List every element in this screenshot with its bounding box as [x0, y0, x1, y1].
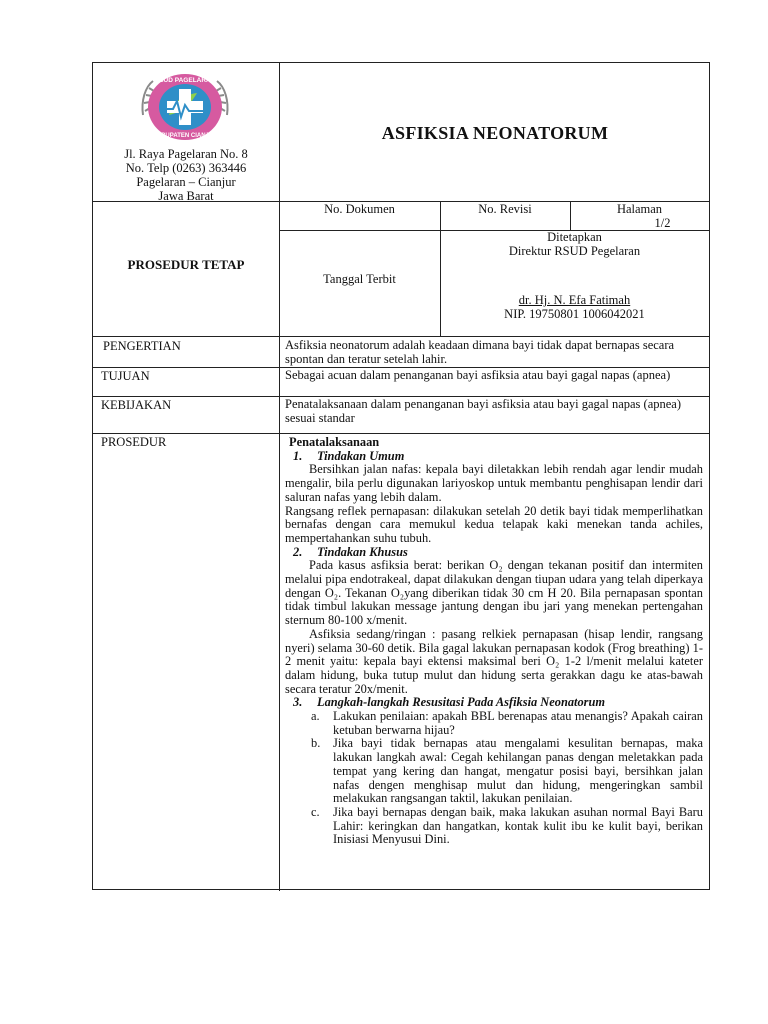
hospital-address: [93, 147, 279, 203]
section-heading: [285, 450, 703, 464]
section-number: 1.: [293, 448, 303, 463]
document-title: ASFIKSIA NEONATORUM: [381, 123, 609, 143]
list-marker: c.: [311, 804, 320, 819]
row-divider: [93, 336, 709, 337]
list-item: [311, 737, 703, 806]
list-marker: b.: [311, 736, 321, 751]
tanggal-terbit-label: Tanggal Terbit: [323, 272, 396, 286]
section-number: 2.: [293, 544, 303, 559]
list-text: Jika bayi bernapas dengan baik, maka lakukan asuhan normal Bayi Baru Lahir: keringkan dan hangatkan, kontak kulit ibu ke kulit bayi, berikan Inisiasi Menyusui Dini.: [333, 804, 703, 847]
list-text: Lakukan penilaian: apakah BBL berenapas atau menangis? Apakah cairan ketuban berwarna hijau?: [333, 709, 703, 737]
prosedur-label: PROSEDUR: [101, 435, 167, 449]
approval-block: [440, 231, 709, 321]
list-text: Jika bayi tidak bernapas atau mengalami kesulitan bernapas, maka lakukan langkah awal: Cegah kehilangan panas dengan meletakkan pada tempat yang kering dan hangat, mengatur posisi bayi, bersihkan jalan nafas dengen menghisap mulut dan hidung, mengeringkan sambil melakukan rangsangan taktil, lakukan penilaian.: [333, 736, 703, 806]
svg-text:KABUPATEN CIANJUR: KABUPATEN CIANJUR: [152, 133, 218, 139]
halaman-label: Halaman: [616, 202, 663, 216]
section-title: Tindakan Umum: [317, 448, 405, 463]
prosedur-content: [285, 436, 703, 847]
section-title: Tindakan Khusus: [317, 544, 408, 559]
halaman-cell: [570, 203, 709, 230]
column-divider: [279, 63, 280, 891]
tujuan-text: Sebagai acuan dalam penanganan bayi asfiksia atau bayi gagal napas (apnea): [285, 368, 671, 382]
row-divider: [93, 433, 709, 434]
prosedur-heading: Penatalaksanaan: [289, 435, 380, 449]
svg-text:RSUD PAGELARAN: RSUD PAGELARAN: [154, 77, 216, 84]
list-marker: a.: [311, 709, 320, 724]
tujuan-label: TUJUAN: [101, 369, 150, 383]
pengertian-text: Asfiksia neonatorum adalah keadaan dimana bayi tidak dapat bernapas secara spontan dan teratur setelah lahir.: [285, 338, 675, 366]
address-line: Jl. Raya Pagelaran No. 8: [124, 147, 248, 161]
kebijakan-text: Penatalaksanaan dalam penanganan bayi asfiksia atau bayi gagal napas (apnea) sesuai standar: [285, 397, 682, 425]
hospital-logo: [139, 71, 231, 143]
address-line: Pagelaran – Cianjur: [136, 175, 236, 189]
sop-document: [92, 62, 710, 890]
paragraph: Bersihkan jalan nafas: kepala bayi diletakkan lebih rendah agar lendir mudah mengalir, bila perlu digunakan lariyoskop untuk membantu penghisapan lendir dari saluran nafas yang lebih dalam.: [285, 462, 703, 504]
pengertian-label: PENGERTIAN: [103, 339, 181, 353]
direktur-text: Direktur RSUD Pegelaran: [508, 243, 641, 258]
paragraph: Rangsang reflek pernapasan: dilakukan setelah 20 detik bayi tidak memperlihatkan bernafas dengan cara memukul kedua telapak kaki menekan tanda achiles, mempertahankan suhu tubuh.: [285, 503, 703, 545]
signatory-nip: NIP. 19750801 1006042021: [504, 306, 645, 321]
signatory-name: dr. Hj. N. Efa Fatimah: [518, 293, 631, 307]
paragraph: Asfiksia sedang/ringan : pasang relkiek pernapasan (hisap lendir, rangsang nyeri) selama 30-60 detik. Bila gagal lakukan pernapasan kodok (Frog breathing) 1-2 menit yaitu: kepala bayi ektensi maksimal beri O₂ 1-2 l/menit melalui kateter dalam hidung, buka tutup mulut dan hidung serta gerakkan dagu ke atas-bawah secara teratur 20x/menit.: [285, 626, 703, 696]
list-item: [311, 710, 703, 737]
address-line: Jawa Barat: [158, 189, 214, 203]
section-title: Langkah-langkah Resusitasi Pada Asfiksia Neonatorum: [317, 695, 606, 710]
section-heading: [285, 546, 703, 560]
no-dokumen-label: No. Dokumen: [324, 202, 395, 216]
halaman-value: 1/2: [654, 215, 671, 230]
procedure-label: PROSEDUR TETAP: [127, 257, 245, 272]
address-line: No. Telp (0263) 363446: [125, 161, 247, 175]
no-revisi-label: No. Revisi: [478, 202, 532, 216]
section-number: 3.: [293, 695, 303, 710]
list-item: [311, 806, 703, 847]
section-heading: [285, 696, 703, 710]
ditetapkan-text: Ditetapkan: [547, 230, 602, 244]
kebijakan-label: KEBIJAKAN: [101, 398, 172, 412]
paragraph: Pada kasus asfiksia berat: berikan O₂ dengan tekanan positif dan intermiten melalui pipa endotrakeal, dapat dilakukan dengan tiupan udara yang telah diperkaya dengan O₂. Tekanan O₂yang diberikan tidak 30 cm H 20. Bila pernapasan spontan tidak timbul lakukan message jantung dengan ibu jari yang menekan pertengahan sternum 80-100 x/menit.: [285, 558, 703, 628]
